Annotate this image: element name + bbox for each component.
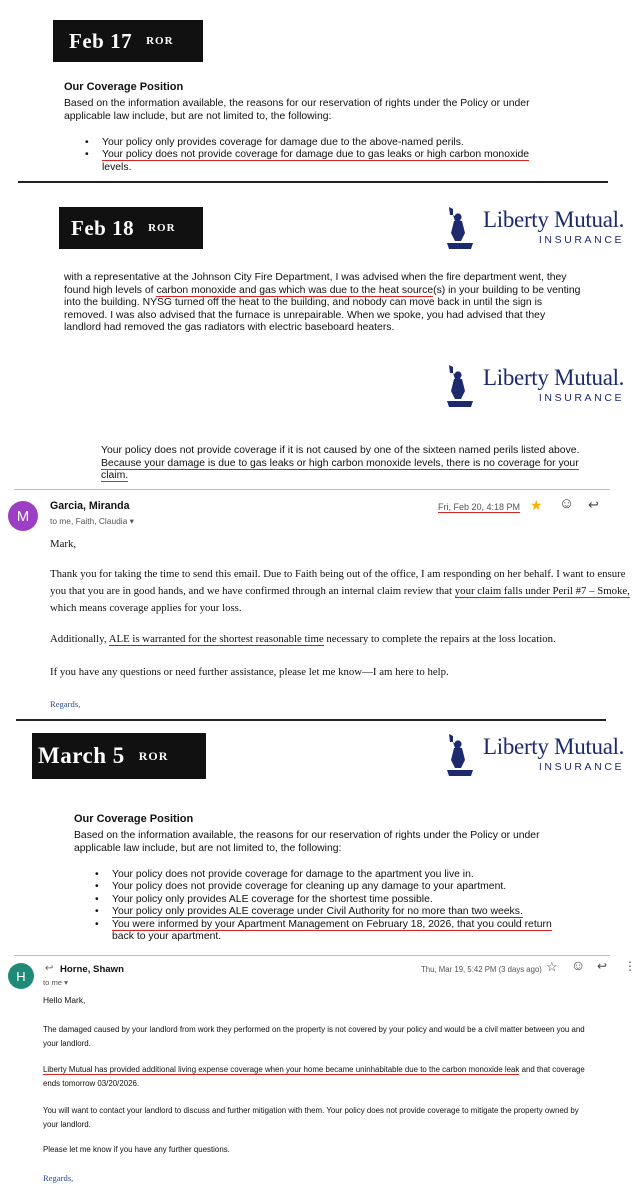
logo-subtitle: INSURANCE: [538, 392, 625, 404]
email1-greeting: Mark,: [50, 538, 77, 550]
bullet-item: • Your policy does not provide coverage for damage due to gas leaks or high carbon monoxide levels.: [76, 149, 616, 174]
date-text: March 5: [38, 743, 125, 768]
section-divider: [18, 181, 608, 183]
ror-tag: ROR: [138, 748, 169, 763]
reply-icon[interactable]: ↩: [597, 959, 608, 973]
fire-department-paragraph: with a representative at the Johnson City Fire Department, I was advised when the fire department went, they found high levels of carbon monoxide and gas which was due to the heat source(s) in your building to be venting into the building. NYSG turned off the heat to the building, and nobody can move back in until the sign is removed. I was also advised that the furnace is unrepairable. When we spoke, you had advised that they landlord had removed the gas radiators with electric baseboard heaters.: [64, 272, 581, 334]
date-text: Feb 17: [69, 28, 133, 53]
email1-ale-paragraph: Additionally, ALE is warranted for the shortest reasonable time necessary to complete the repairs at the loss location.: [50, 633, 556, 645]
email2-ale-paragraph: Liberty Mutual has provided additional living expense coverage when your home became uninhabitable due to the carbon monoxide leak and that coverage ends tomorrow 03/20/2026.: [43, 1065, 585, 1088]
email2-questions-paragraph: Please let me know if you have any further questions.: [43, 1145, 230, 1154]
logo-wordmark: Liberty Mutual.: [483, 734, 625, 759]
date-label-feb18: [59, 207, 203, 249]
statue-of-liberty-icon: [441, 361, 479, 409]
email2-regards: Regards,: [43, 1173, 74, 1183]
statue-of-liberty-icon: [441, 730, 479, 778]
logo-wordmark: Liberty Mutual.: [483, 207, 625, 232]
email-date: Fri, Feb 20, 4:18 PM: [438, 502, 521, 512]
intro-paragraph: Based on the information available, the reasons for our reservation of rights under the Policy or under applicable law include, but are not limited to, the following:: [74, 830, 540, 854]
section-divider: [14, 489, 610, 490]
bullet-item: • Your policy only provides ALE coverage for the shortest time possible.: [86, 894, 626, 906]
logo-subtitle: INSURANCE: [538, 761, 625, 773]
date-text: Feb 18: [71, 215, 135, 240]
date-label-feb17: [53, 20, 203, 62]
sender-name[interactable]: Horne, Shawn: [60, 964, 124, 975]
ror-tag: ROR: [146, 35, 174, 47]
section-divider: [16, 719, 606, 721]
logo-wordmark: Liberty Mutual.: [483, 365, 625, 390]
bullet-item: • Your policy only provides ALE coverage under Civil Authority for no more than two weeks.: [86, 906, 626, 918]
ror-tag: ROR: [148, 222, 176, 234]
chevron-down-icon[interactable]: ▾: [129, 516, 134, 526]
email2-civil-matter-paragraph: The damaged caused by your landlord from work they performed on the property is not covered by your policy and would be a civil matter between you and your landlord.: [43, 1025, 585, 1048]
recipients[interactable]: to me ▾: [43, 978, 68, 987]
reply-icon[interactable]: ↩: [588, 497, 599, 512]
sender-name[interactable]: Garcia, Miranda: [50, 500, 130, 512]
coverage-position-heading: Our Coverage Position: [74, 813, 194, 825]
email1-body-paragraph: Thank you for taking the time to send this email. Due to Faith being out of the office, I am responding on her behalf. I want to ensure you that you are in good hands, and we have confirmed through an internal claim review that your claim falls under Peril #7 – Smoke, which means coverage applies for your loss.: [50, 568, 630, 614]
email-date: Thu, Mar 19, 5:42 PM (3 days ago): [421, 965, 542, 974]
bullet-item: • You were informed by your Apartment Management on February 18, 2026, that you could return back to your apartment.: [86, 919, 626, 944]
liberty-mutual-logo: [441, 361, 624, 409]
liberty-mutual-logo: [441, 203, 624, 251]
recipients[interactable]: to me, Faith, Claudia ▾: [50, 516, 134, 526]
section-divider: [14, 955, 610, 956]
email1-help-paragraph: If you have any questions or need further assistance, please let me know—I am here to help.: [50, 666, 449, 678]
avatar: H: [8, 963, 34, 989]
emoji-reaction-icon[interactable]: ☺: [571, 957, 586, 973]
reply-indicator-icon: ↩: [45, 963, 54, 974]
logo-subtitle: INSURANCE: [538, 234, 625, 246]
liberty-mutual-logo: [441, 730, 624, 778]
date-label-march5: [32, 733, 206, 779]
intro-paragraph: Based on the information available, the reasons for our reservation of rights under the Policy or under applicable law include, but are not limited to, the following:: [64, 98, 530, 122]
coverage-bullets: [76, 137, 616, 174]
bullet-item: • Your policy does not provide coverage for damage to the apartment you live in.: [86, 869, 626, 881]
bullet-item: • Your policy does not provide coverage for cleaning up any damage to your apartment.: [86, 881, 626, 893]
coverage-bullets: [86, 869, 626, 943]
statue-of-liberty-icon: [441, 203, 479, 251]
avatar: M: [8, 501, 38, 531]
star-icon[interactable]: ☆: [546, 959, 558, 974]
email1-regards: Regards,: [50, 699, 81, 709]
coverage-position-heading: Our Coverage Position: [64, 81, 184, 93]
email2-greeting: Hello Mark,: [43, 995, 86, 1005]
chevron-down-icon[interactable]: ▾: [64, 978, 68, 987]
star-icon[interactable]: ★: [530, 497, 543, 513]
email2-mitigation-paragraph: You will want to contact your landlord to discuss and further mitigation with them. Your policy does not provide coverage to mitigate the property owned by your landlord.: [43, 1106, 579, 1129]
bullet-item: • Your policy only provides coverage for damage due to the above-named perils.: [76, 137, 616, 149]
emoji-reaction-icon[interactable]: ☺: [559, 495, 575, 512]
more-options-icon[interactable]: ⋮: [624, 959, 636, 973]
named-perils-paragraph: Your policy does not provide coverage if it is not caused by one of the sixteen named perils listed above. Because your damage is due to gas leaks or high carbon monoxide levels, there is no coverage for your claim.: [101, 445, 580, 482]
